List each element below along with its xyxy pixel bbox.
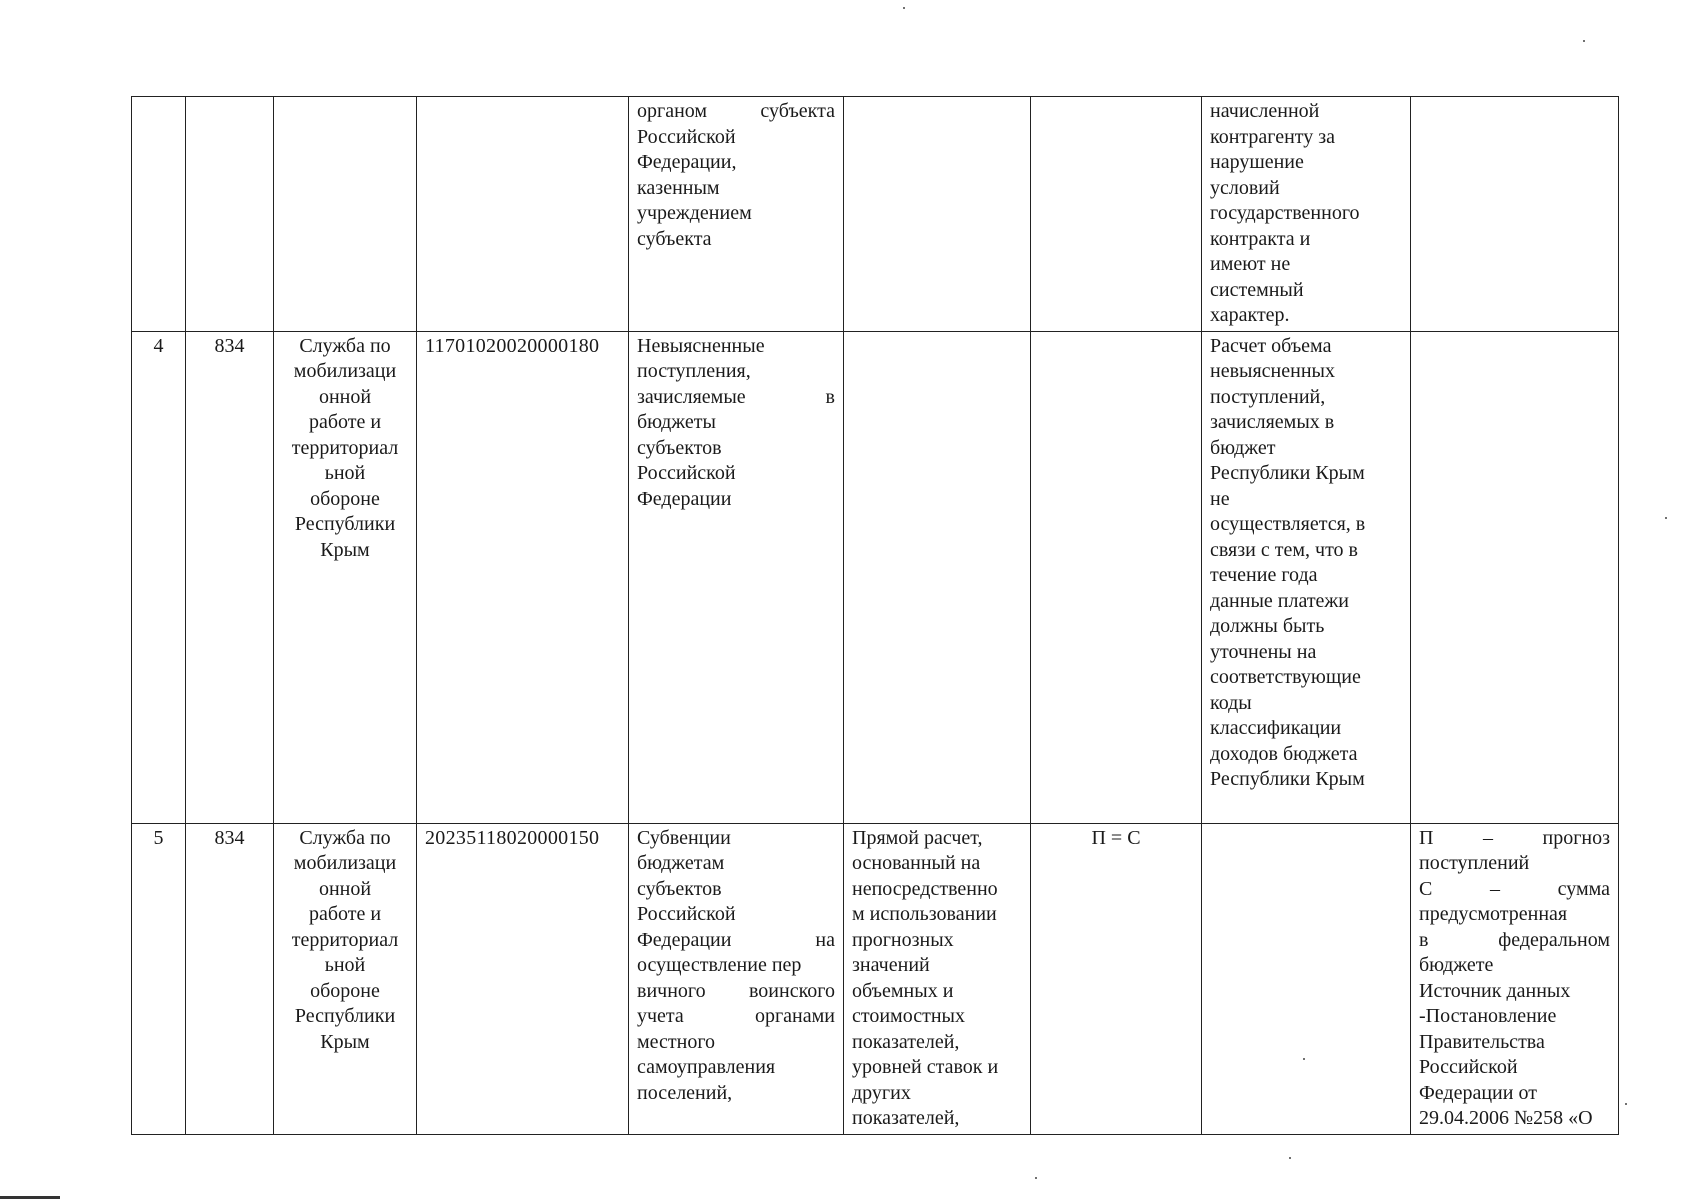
- legend-line: С – сумма: [1419, 877, 1610, 900]
- note-line: контрагенту за: [1210, 125, 1336, 148]
- scan-speck: [1289, 1157, 1291, 1159]
- name-line: осуществление пер: [637, 954, 802, 976]
- note-line: течение года: [1210, 564, 1318, 586]
- scan-speck: [1665, 517, 1667, 519]
- legend-line: предусмотренная: [1419, 903, 1568, 925]
- name-line: бюджетам: [637, 852, 725, 874]
- admin-line: Служба по: [299, 826, 391, 849]
- method-line: объемных и: [852, 979, 954, 1002]
- admin-line: обороне: [310, 979, 380, 1002]
- admin-line: онной: [318, 385, 372, 408]
- legend-line: Российской: [1419, 1056, 1518, 1078]
- cell-legend: [1411, 97, 1619, 332]
- name-line: вичного воинского: [637, 979, 835, 1002]
- legend-line: поступлений: [1419, 852, 1530, 874]
- cell-note: [1202, 331, 1411, 823]
- admin-line: Крым: [320, 1030, 370, 1053]
- legend-line: Правительства: [1419, 1030, 1545, 1053]
- note-line: нарушение: [1210, 151, 1304, 173]
- legend-line: Источник данных: [1419, 979, 1571, 1002]
- name-line: Российской: [637, 125, 736, 148]
- name-line: зачисляемые в: [637, 385, 835, 408]
- admin-line: Республики: [294, 1005, 396, 1027]
- method-line: прогнозных: [852, 928, 954, 951]
- cell-legend: [1411, 823, 1619, 1134]
- method-line: показателей,: [852, 1107, 960, 1129]
- cell-admin: [274, 97, 417, 332]
- scan-speck: [1625, 1103, 1627, 1105]
- name-line: субъектов: [637, 436, 722, 459]
- method-line: м использовании: [852, 903, 997, 925]
- table-row: [132, 823, 1619, 1134]
- name-line: субъекта: [637, 227, 712, 250]
- note-line: характер.: [1210, 304, 1290, 326]
- name-line: Российской: [637, 903, 736, 925]
- note-line: невыясненных: [1210, 360, 1335, 382]
- name-line: Федерации,: [637, 151, 737, 173]
- cell-note: [1202, 97, 1411, 332]
- note-line: зачисляемых в: [1210, 411, 1335, 433]
- legend-line: в федеральном: [1419, 928, 1610, 951]
- cell-kbk: 20235118020000150: [417, 823, 629, 1134]
- cell-kbk: [417, 97, 629, 332]
- scan-edge-mark: [0, 1196, 60, 1199]
- cell-code: 834: [186, 823, 274, 1134]
- cell-method: [844, 331, 1031, 823]
- name-line: учреждением: [637, 202, 752, 224]
- table-row: [132, 97, 1619, 332]
- method-line: значений: [852, 954, 930, 976]
- name-line: Субвенции: [637, 826, 731, 849]
- note-line: должны быть: [1210, 615, 1325, 637]
- scan-speck: [1583, 40, 1585, 42]
- legend-line: Федерации от: [1419, 1081, 1537, 1104]
- note-line: начисленной: [1210, 100, 1320, 122]
- note-line: коды: [1210, 691, 1252, 714]
- cell-formula: П = С: [1031, 823, 1202, 1134]
- note-line: поступлений,: [1210, 385, 1326, 408]
- admin-line: территориал: [291, 436, 399, 459]
- cell-no: 5: [132, 823, 186, 1134]
- name-line: Федерации на: [637, 928, 835, 951]
- note-line: соответствующие: [1210, 666, 1361, 688]
- method-line: непосредственно: [852, 877, 998, 900]
- name-line: поступления,: [637, 360, 751, 382]
- cell-name: [629, 97, 844, 332]
- scan-speck: [1303, 1058, 1305, 1060]
- name-line: Федерации: [637, 487, 732, 510]
- cell-no: 4: [132, 331, 186, 823]
- cell-formula: [1031, 331, 1202, 823]
- name-line: казенным: [637, 176, 720, 199]
- note-line: условий: [1210, 176, 1280, 199]
- note-line: осуществляется, в: [1210, 513, 1366, 535]
- name-line: учета органами: [637, 1005, 835, 1027]
- admin-line: территориал: [291, 928, 399, 951]
- admin-line: онной: [318, 877, 372, 900]
- cell-method: [844, 823, 1031, 1134]
- name-line: субъектов: [637, 877, 722, 900]
- cell-no: [132, 97, 186, 332]
- note-line: данные платежи: [1210, 589, 1349, 612]
- note-line: имеют не: [1210, 253, 1291, 275]
- cell-formula: [1031, 97, 1202, 332]
- cell-admin: [274, 331, 417, 823]
- name-line: бюджеты: [637, 411, 716, 433]
- admin-line: обороне: [310, 487, 380, 510]
- legend-line: П – прогноз: [1419, 826, 1610, 849]
- cell-kbk: 11701020020000180: [417, 331, 629, 823]
- admin-line: ьной: [324, 954, 366, 976]
- cell-method: [844, 97, 1031, 332]
- note-line: Республики Крым: [1210, 768, 1365, 790]
- cell-code: 834: [186, 331, 274, 823]
- note-line: Расчет объема: [1210, 334, 1332, 357]
- cell-admin: [274, 823, 417, 1134]
- cell-name: [629, 331, 844, 823]
- cell-legend: [1411, 331, 1619, 823]
- cell-code: [186, 97, 274, 332]
- legend-line: бюджете: [1419, 954, 1494, 976]
- name-line: Невыясненные: [637, 334, 765, 357]
- note-line: доходов бюджета: [1210, 742, 1358, 765]
- admin-line: мобилизаци: [293, 360, 397, 382]
- name-line: местного: [637, 1030, 716, 1053]
- scan-speck: [1035, 1177, 1037, 1179]
- method-line: других: [852, 1081, 911, 1104]
- note-line: не: [1210, 487, 1230, 510]
- method-line: показателей,: [852, 1030, 960, 1053]
- note-line: связи с тем, что в: [1210, 538, 1358, 561]
- admin-line: мобилизаци: [293, 852, 397, 874]
- note-line: классификации: [1210, 717, 1342, 739]
- name-line: органом субъекта: [637, 100, 835, 122]
- method-line: основанный на: [852, 852, 981, 874]
- name-line: Российской: [637, 462, 736, 484]
- admin-line: ьной: [324, 462, 366, 484]
- name-line: самоуправления: [637, 1056, 776, 1078]
- legend-line: -Постановление: [1419, 1005, 1557, 1027]
- method-line: Прямой расчет,: [852, 826, 983, 849]
- scan-speck: [903, 7, 905, 9]
- note-line: уточнены на: [1210, 640, 1317, 663]
- admin-line: Крым: [320, 538, 370, 561]
- legend-line: 29.04.2006 №258 «О: [1419, 1107, 1593, 1129]
- method-line: стоимостных: [852, 1005, 965, 1027]
- name-line: поселений,: [637, 1081, 733, 1104]
- admin-line: работе и: [308, 411, 382, 433]
- table-row: [132, 331, 1619, 823]
- revenue-forecast-table: [131, 96, 1619, 1135]
- note-line: бюджет: [1210, 436, 1276, 459]
- admin-line: Служба по: [299, 334, 391, 357]
- note-line: государственного: [1210, 202, 1360, 224]
- note-line: контракта и: [1210, 227, 1311, 250]
- admin-line: Республики: [294, 513, 396, 535]
- cell-note: [1202, 823, 1411, 1134]
- note-line: Республики Крым: [1210, 462, 1365, 484]
- method-line: уровней ставок и: [852, 1056, 999, 1078]
- admin-line: работе и: [308, 903, 382, 925]
- note-line: системный: [1210, 278, 1304, 301]
- cell-name: [629, 823, 844, 1134]
